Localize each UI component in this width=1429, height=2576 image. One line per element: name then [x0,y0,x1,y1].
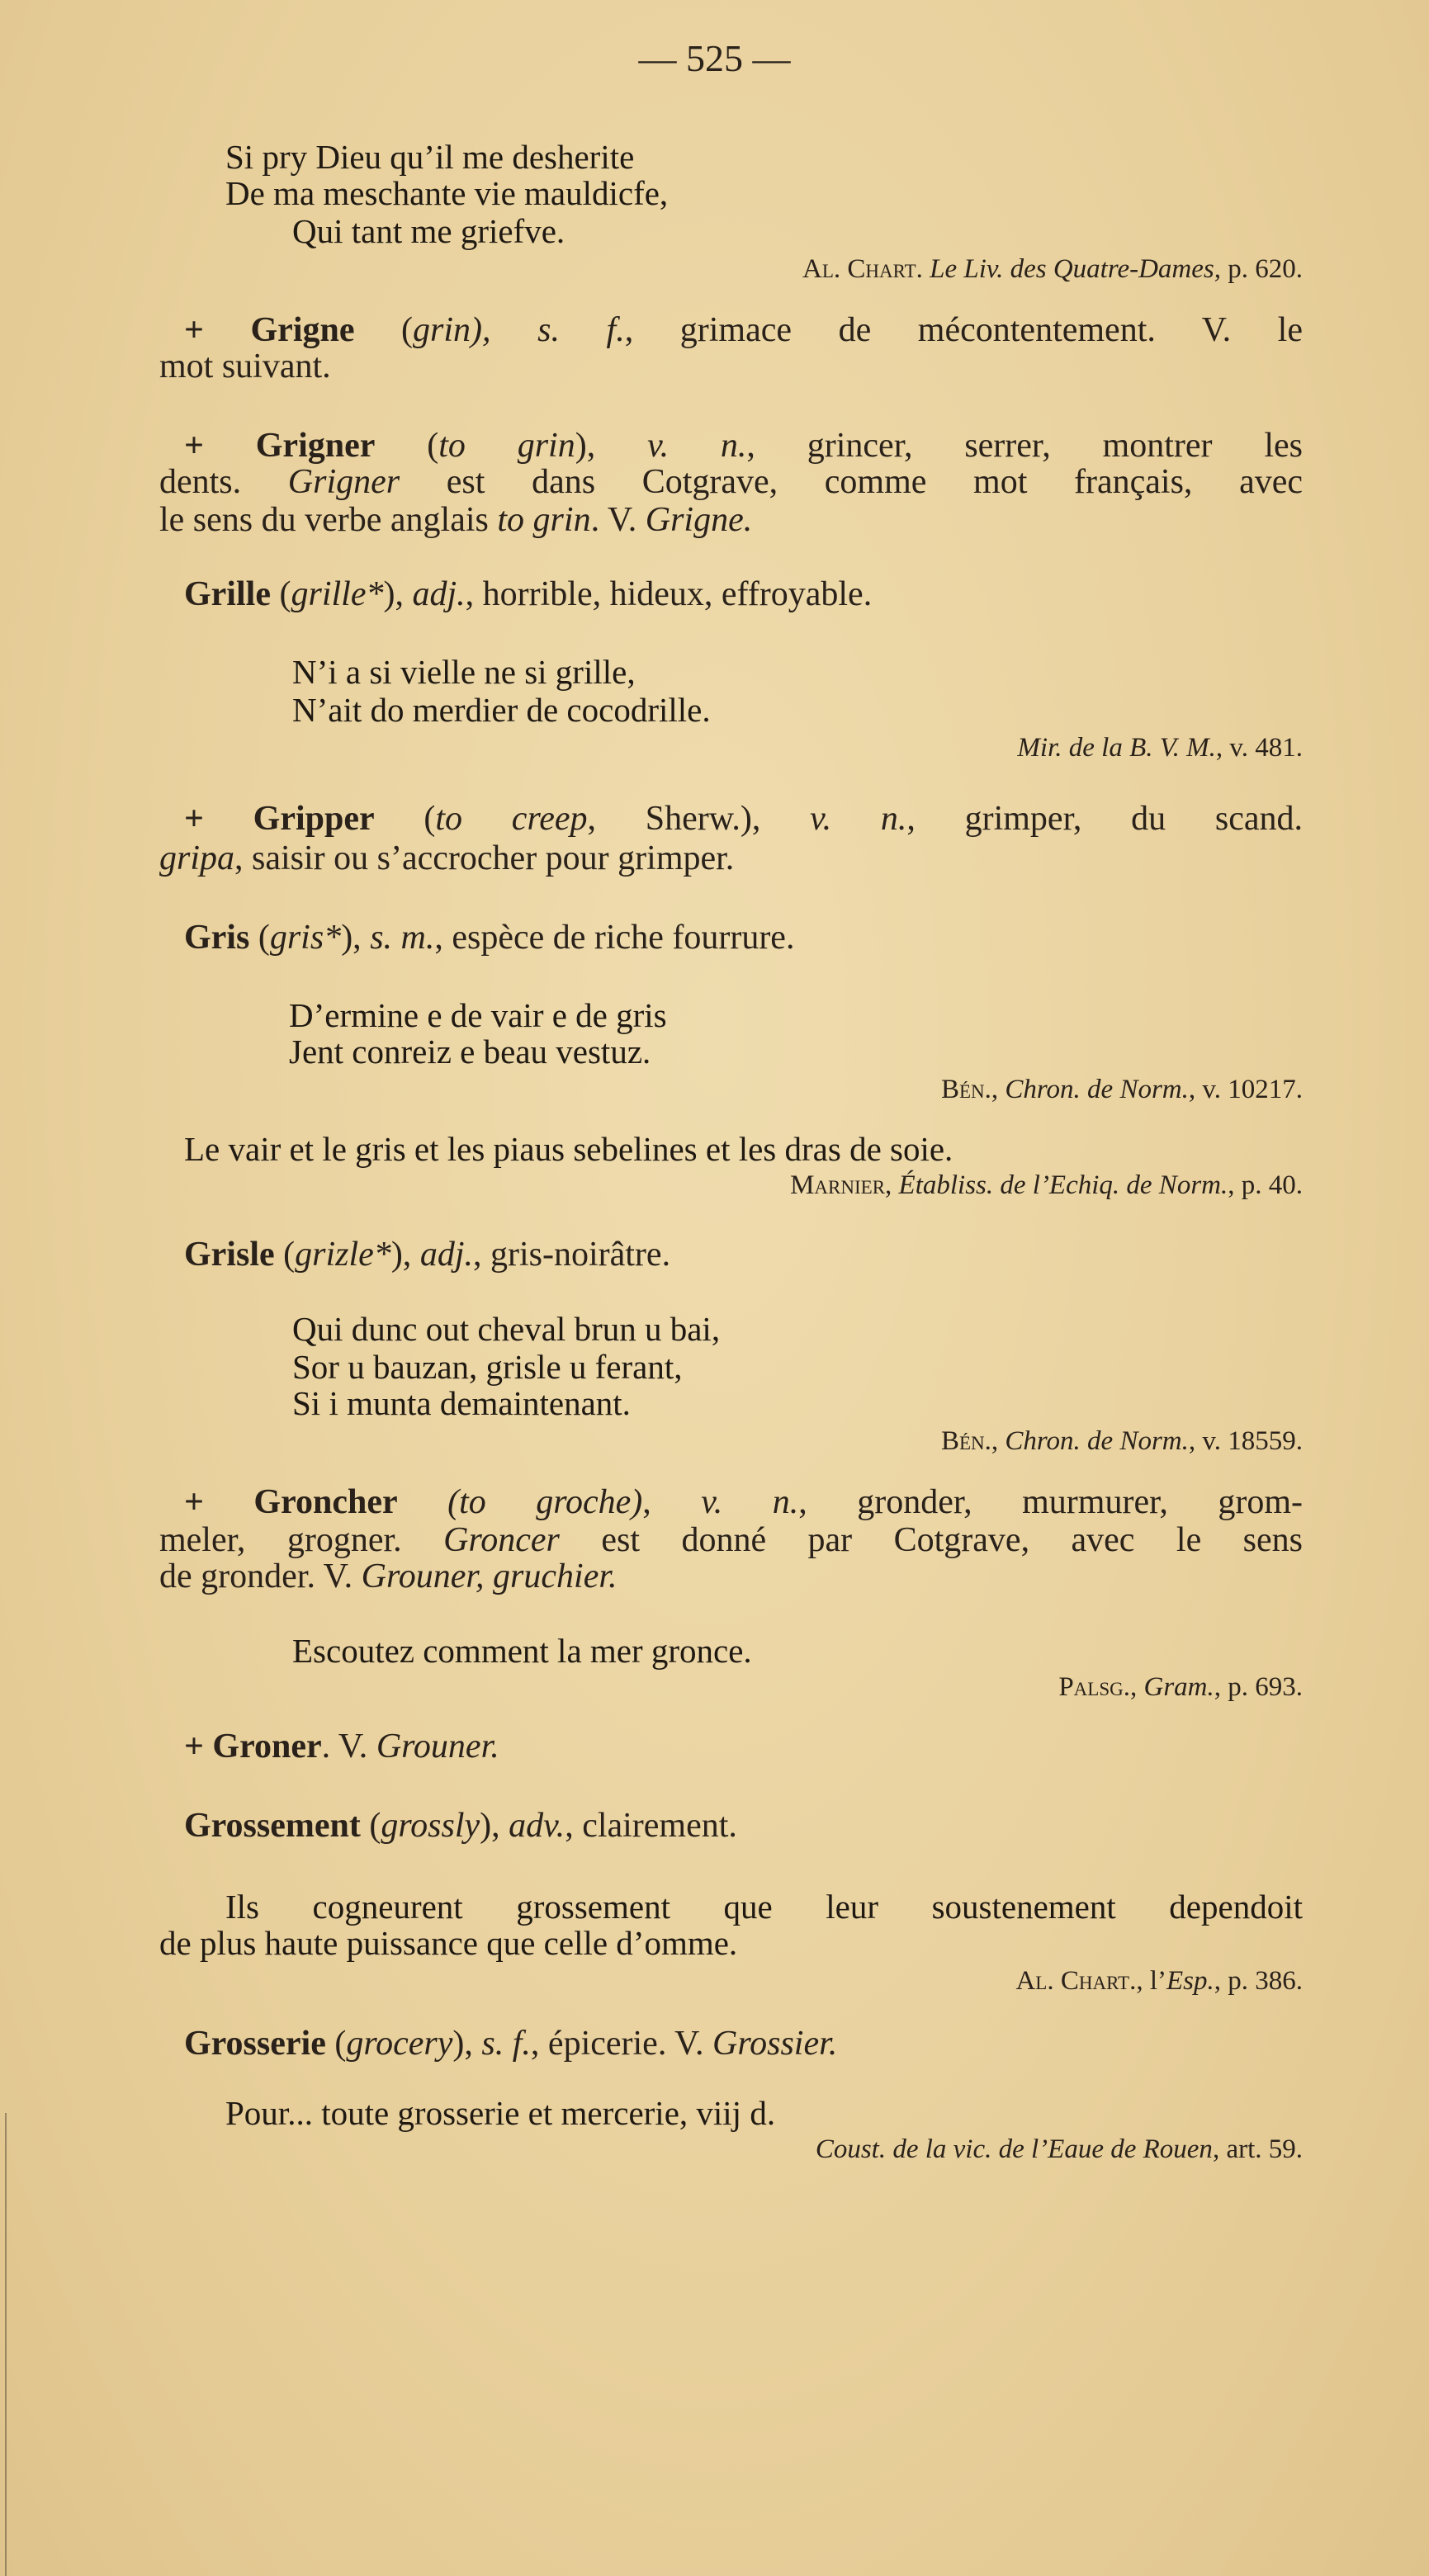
headword: + Groncher [184,1483,398,1521]
text-segment: Si pry Dieu qu’il me desherite [225,138,635,176]
text-segment: , v. 10217. [1188,1075,1303,1104]
text-segment: Grigner [287,463,400,501]
text-segment: , espèce de riche fourrure. [434,919,795,957]
citation-line [816,2133,1303,2166]
text-segment: ), [452,2025,482,2063]
text-segment: , épicerie. V. [530,2025,712,2063]
quotation-line [292,1347,682,1387]
text-segment: , v. 481. [1215,733,1303,763]
text-segment: Groncer [443,1521,560,1559]
text-segment: p. 620. [1221,254,1303,284]
text-segment: le sens du verbe anglais [159,501,498,539]
text-segment [398,1483,447,1521]
text-segment: , gronder, murmurer, grom- [798,1483,1304,1521]
text-segment: Pour... toute grosserie et mercerie, viij d. [225,2094,776,2132]
text-segment: Le vair et le gris et les piaus sebelines et les dras de soie. [184,1130,953,1168]
entry-text-line [159,347,331,386]
text-segment: Palsg. [1058,1672,1130,1702]
quotation-line [225,173,668,213]
text-segment: adj. [412,575,466,613]
text-segment: Al. Chart. [1015,1966,1137,1996]
entry-text-line [184,1482,1303,1522]
text-segment: , [991,1426,1006,1456]
text-segment: , saisir ou s’accrocher pour grimper. [234,839,735,877]
text-segment: grille* [291,575,384,613]
text-segment: to grin [438,427,575,465]
headword: + Grigner [184,427,376,465]
text-segment: de plus haute puissance que celle d’omme. [159,1924,738,1962]
citation-line [1015,1964,1303,1997]
quotation-line [184,1129,953,1169]
text-segment: Coust. de la vic. de l’Eaue de Rouen [815,2134,1213,2164]
text-segment: ), [383,575,413,613]
text-segment: , [885,1170,899,1200]
headword: Grosserie [184,2025,326,2063]
text-segment: ( [374,800,436,838]
text-segment: . V. [321,1728,376,1765]
text-segment: Le Liv. des Quatre-Dames, [922,254,1221,284]
citation-line [941,1073,1303,1106]
text-segment: de gronder. V. [159,1557,362,1595]
text-segment: Bén. [941,1075,991,1104]
headword: Grisle [184,1236,275,1274]
text-segment: meler, grogner. [159,1521,444,1559]
text-segment: Escoutez comment la mer gronce. [292,1632,752,1670]
text-segment: Qui tant me griefve. [292,212,565,250]
quotation-line [292,1631,752,1671]
text-segment: Si i munta demaintenant. [292,1384,631,1422]
text-segment: mot suivant. [159,347,331,385]
headword: + Grigne [184,311,355,349]
text-segment: grocery [346,2025,453,2063]
entry-text-line [159,1520,1303,1560]
citation-line [1017,731,1303,764]
text-segment: ( [354,311,414,349]
text-segment: gris* [269,919,342,957]
text-segment: Grouner. [376,1728,499,1765]
entry-text-line [184,310,1303,350]
text-segment: , gris-noirâtre. [472,1236,671,1274]
text-segment: , [991,1075,1006,1104]
text-segment: ( [249,919,270,957]
quotation-line [289,995,667,1035]
text-segment: N’i a si vielle ne si grille, [292,653,636,691]
headword: + Gripper [184,800,375,838]
text-segment: Chron. de Norm. [1005,1075,1189,1104]
text-segment: Grossier. [712,2025,838,2063]
text-segment: ( [270,575,291,613]
text-segment: D’ermine e de vair e de gris [289,996,667,1034]
text-segment: v. n. [810,800,907,838]
entry-text-line [184,1235,670,1274]
text-segment: Grigne. [645,501,753,539]
quotation-line [225,2093,775,2133]
text-segment: Mir. de la B. V. M. [1017,733,1216,763]
text-segment: ( [274,1236,296,1274]
quotation-line [225,137,634,177]
text-segment: Bén. [941,1426,991,1456]
text-segment: , p. 40. [1228,1170,1303,1200]
text-segment: Jent conreiz e beau vestuz. [289,1033,651,1071]
text-segment: Qui dunc out cheval brun u bai, [292,1310,721,1348]
text-segment: , p. 386. [1214,1966,1303,1996]
text-segment: est dans Cotgrave, comme mot français, avec [400,463,1303,501]
page-number: — 525 — [638,37,791,79]
text-segment: ( [360,1807,381,1845]
text-segment: Al. Chart. [802,254,923,284]
text-segment: Marnier [790,1170,886,1200]
text-segment: est donné par Cotgrave, avec le sens [559,1521,1303,1559]
text-segment: ), [390,1236,420,1274]
text-segment: Esp. [1166,1966,1214,1996]
text-segment: , art. 59. [1212,2134,1303,2164]
text-segment: , grincer, serrer, montrer les [746,427,1303,465]
headword: Gris [184,919,250,957]
text-segment: grizle* [295,1236,391,1274]
quotation-line [292,211,565,251]
text-segment: s. f. [481,2025,531,2063]
text-segment: , l’ [1136,1966,1166,1996]
text-segment: to creep [435,800,588,838]
entry-text-line [184,799,1303,839]
text-segment: , clairement. [565,1807,737,1845]
text-segment: adj. [419,1236,473,1274]
text-segment: Ils cogneurent grossement que leur soustenement dependoit [225,1888,1303,1926]
text-segment: s. m. [370,919,435,957]
quotation-line [225,1887,1303,1926]
text-segment: , grimace de mécontentement. V. le [624,311,1303,349]
text-segment: to grin [497,501,591,539]
headword: + Groner [184,1728,322,1765]
text-segment: grossly [381,1807,480,1845]
text-segment: , grimper, du scand. [906,800,1303,838]
citation-line [802,253,1303,286]
text-segment: , [1129,1672,1144,1702]
quotation-line [159,1923,737,1963]
text-segment: adv. [509,1807,565,1845]
entry-text-line [159,500,752,540]
text-segment: , Sherw.), [587,800,811,838]
quotation-line [292,1383,631,1423]
text-segment: . V. [590,501,646,539]
text-segment: Établiss. de l’Echiq. de Norm. [898,1170,1228,1200]
citation-line [790,1169,1303,1202]
text-segment: De ma meschante vie mauldicfe, [225,174,669,212]
text-segment: , v. 18559. [1188,1426,1303,1456]
quotation-line [292,1309,720,1349]
text-segment: Gram. [1143,1672,1214,1702]
text-segment: grin), [413,311,491,349]
headword: Grille [184,575,271,613]
citation-line [941,1425,1303,1458]
text-segment: ), [480,1807,509,1845]
text-segment: , [642,1483,702,1521]
headword: Grossement [184,1807,361,1845]
text-segment: ), [575,427,648,465]
text-segment: N’ait do merdier de cocodrille. [292,691,711,729]
entry-text-line [159,839,734,878]
entry-text-line [184,918,794,957]
text-segment: ( [325,2025,347,2063]
text-segment: Chron. de Norm. [1005,1426,1189,1456]
text-segment: s. f. [490,311,625,349]
entry-text-line [184,574,872,614]
quotation-line [292,690,711,730]
text-segment: , horrible, hideux, effroyable. [465,575,873,613]
text-segment: Sor u bauzan, grisle u ferant, [292,1348,683,1386]
entry-text-line [159,462,1303,502]
entry-text-line [184,426,1303,466]
text-segment: , p. 693. [1214,1672,1303,1702]
text-segment: v. n. [701,1483,799,1521]
page-edge-line [5,2113,7,2576]
text-segment: ), [341,919,371,957]
text-segment: v. n. [647,427,747,465]
text-segment: dents. [159,463,288,501]
text-segment: (to groche) [447,1483,643,1521]
entry-text-line [184,1806,737,1846]
text-segment: gripa [159,839,235,877]
entry-text-line [159,1557,617,1596]
text-segment: ( [375,427,439,465]
text-segment: Grouner, gruchier. [361,1557,617,1595]
entry-text-line [184,1727,499,1766]
quotation-line [289,1032,651,1071]
entry-text-line [184,2024,837,2063]
citation-line [1058,1671,1303,1704]
quotation-line [292,652,636,692]
